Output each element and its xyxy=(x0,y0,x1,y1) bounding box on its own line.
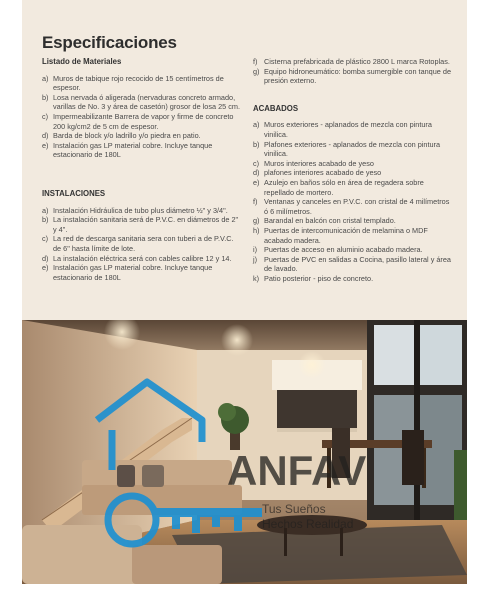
key-tooth xyxy=(172,517,180,529)
item-marker: c) xyxy=(42,111,49,121)
item-text: Puertas de PVC en salidas a Cocina, pasillo lateral y área de lavado. xyxy=(264,254,451,274)
plant-right xyxy=(454,450,467,520)
item-marker: d) xyxy=(42,131,49,141)
item-text: Impermeabilizante Barrera de vapor y firme de concreto 200 kg/cm2 de 5 cm de espesor. xyxy=(53,111,234,131)
acabados-heading: ACABADOS xyxy=(253,103,299,113)
item-marker: a) xyxy=(42,73,49,83)
item-marker: h) xyxy=(253,225,260,235)
list-item xyxy=(253,67,451,86)
ceiling-light xyxy=(298,351,326,379)
interior-scene xyxy=(22,320,467,584)
item-text: Instalación Hidráulica de tubo plus diámetro ½" y 3/4". xyxy=(53,205,228,215)
list-item xyxy=(42,234,240,253)
item-marker: e) xyxy=(253,177,260,187)
list-item xyxy=(42,112,240,131)
item-marker: a) xyxy=(253,120,260,130)
kitchen-cabinets xyxy=(277,390,357,430)
instalaciones-heading: INSTALACIONES xyxy=(42,188,106,198)
item-marker: b) xyxy=(42,215,49,225)
list-item xyxy=(253,255,451,274)
window xyxy=(374,325,414,385)
item-text: Puertas de acceso en aluminio acabado madera. xyxy=(264,245,423,255)
list-item xyxy=(253,159,451,169)
window xyxy=(420,325,462,385)
item-text: Plafones exteriores - aplanados de mezcla con pintura vinilica. xyxy=(264,139,441,159)
right-column xyxy=(253,57,451,283)
list-item xyxy=(42,141,240,160)
list-item xyxy=(42,74,240,93)
item-text: Losa nervada ó aligerada (nervaduras concreto armado, varillas de No. 3 y área de casetón) grosor de losa 25 cm. xyxy=(53,92,240,112)
watermark-tagline-1: Tus Sueños xyxy=(262,502,326,516)
armchair xyxy=(22,525,142,584)
watermark-brand: ANFAV xyxy=(227,447,367,494)
item-text: Cisterna prefabricada de plástico 2800 L marca Rotoplas. xyxy=(264,57,450,66)
list-item xyxy=(253,274,451,284)
list-item xyxy=(42,206,240,216)
item-text: Equipo hidroneumático: bomba sumergible con tanque de presión externo. xyxy=(264,66,452,86)
item-marker: c) xyxy=(253,158,260,168)
sofa xyxy=(82,460,242,515)
table-leg xyxy=(340,528,343,556)
item-text: Barda de block y/o ladrillo y/o piedra en patio. xyxy=(53,131,201,141)
item-text: plafones interiores acabado de yeso xyxy=(264,168,382,178)
ceiling-light xyxy=(221,324,253,356)
item-text: Instalación gas LP material cobre. Incluye tanque estacionario de 180L xyxy=(53,140,213,160)
item-marker: c) xyxy=(42,234,49,244)
item-marker: k) xyxy=(253,273,260,283)
item-marker: g) xyxy=(253,66,260,76)
item-marker: b) xyxy=(253,139,260,149)
list-item xyxy=(253,216,451,226)
watermark-tagline-2: Hechos Realidad xyxy=(262,517,354,531)
item-text: La red de descarga sanitaria sera con tuberi a de P.V.C. de 6" hasta límite de lote. xyxy=(53,234,234,253)
item-marker: f) xyxy=(253,57,258,66)
item-marker: d) xyxy=(253,168,260,178)
list-item xyxy=(42,254,240,264)
instalaciones-list xyxy=(42,206,240,283)
list-item xyxy=(253,57,451,67)
item-text: Azulejo en baños sólo en área de regadera sobre repellado de mortero. xyxy=(264,177,424,197)
item-text: La instalación sanitaria será de P.V.C. en diámetros de 2" y 4". xyxy=(53,215,239,234)
window-mullion xyxy=(414,320,420,520)
key-tooth xyxy=(212,517,220,527)
key-tooth xyxy=(192,517,200,533)
key-tooth xyxy=(234,517,242,531)
list-item xyxy=(42,93,240,112)
table-leg xyxy=(284,528,287,556)
spec-page xyxy=(22,0,467,584)
list-item xyxy=(253,120,451,139)
acabados-list xyxy=(253,120,451,283)
item-text: Barandal en balcón con cristal templado. xyxy=(264,216,396,226)
list-item xyxy=(42,131,240,141)
materiales-cont-list xyxy=(253,57,451,86)
item-text: Patio posterior - piso de concreto. xyxy=(264,273,374,283)
interior-photo xyxy=(22,320,467,584)
item-marker: d) xyxy=(42,253,49,263)
item-text: La instalación eléctrica será con cables calibre 12 y 14. xyxy=(53,253,232,263)
list-item xyxy=(253,226,451,245)
list-item xyxy=(253,197,451,216)
item-marker: a) xyxy=(42,205,49,215)
item-text: Muros exteriores - aplanados de mezcla con pintura vinilica. xyxy=(264,120,432,139)
item-marker: b) xyxy=(42,92,49,102)
item-text: Instalación gas LP material cobre. Incluye tanque estacionario de 180L xyxy=(53,263,213,282)
list-item xyxy=(42,263,240,282)
item-text: Ventanas y canceles en P.V.C. con cristal de 4 milímetros ó 6 milímetros. xyxy=(264,197,450,216)
list-item xyxy=(253,168,451,178)
item-marker: e) xyxy=(42,263,49,273)
list-item xyxy=(253,178,451,197)
item-text: Muros de tabique rojo recocido de 15 centímetros de espesor. xyxy=(53,73,224,93)
item-text: Puertas de intercomunicación de melamina o MDF acabado madera. xyxy=(264,225,428,245)
ottoman xyxy=(132,545,222,584)
item-marker: g) xyxy=(253,216,260,226)
item-marker: f) xyxy=(253,197,258,207)
item-text: Muros interiores acabado de yeso xyxy=(264,158,374,168)
list-item xyxy=(253,245,451,255)
page-title: Especificaciones xyxy=(42,33,177,52)
left-column xyxy=(42,57,240,282)
key-shaft xyxy=(154,508,262,517)
item-marker: e) xyxy=(42,140,49,150)
materiales-list xyxy=(42,74,240,160)
materiales-heading: Listado de Materiales xyxy=(42,57,122,66)
item-marker: i) xyxy=(253,245,258,255)
list-item xyxy=(253,140,451,159)
item-marker: j) xyxy=(253,254,258,264)
list-item xyxy=(42,215,240,234)
